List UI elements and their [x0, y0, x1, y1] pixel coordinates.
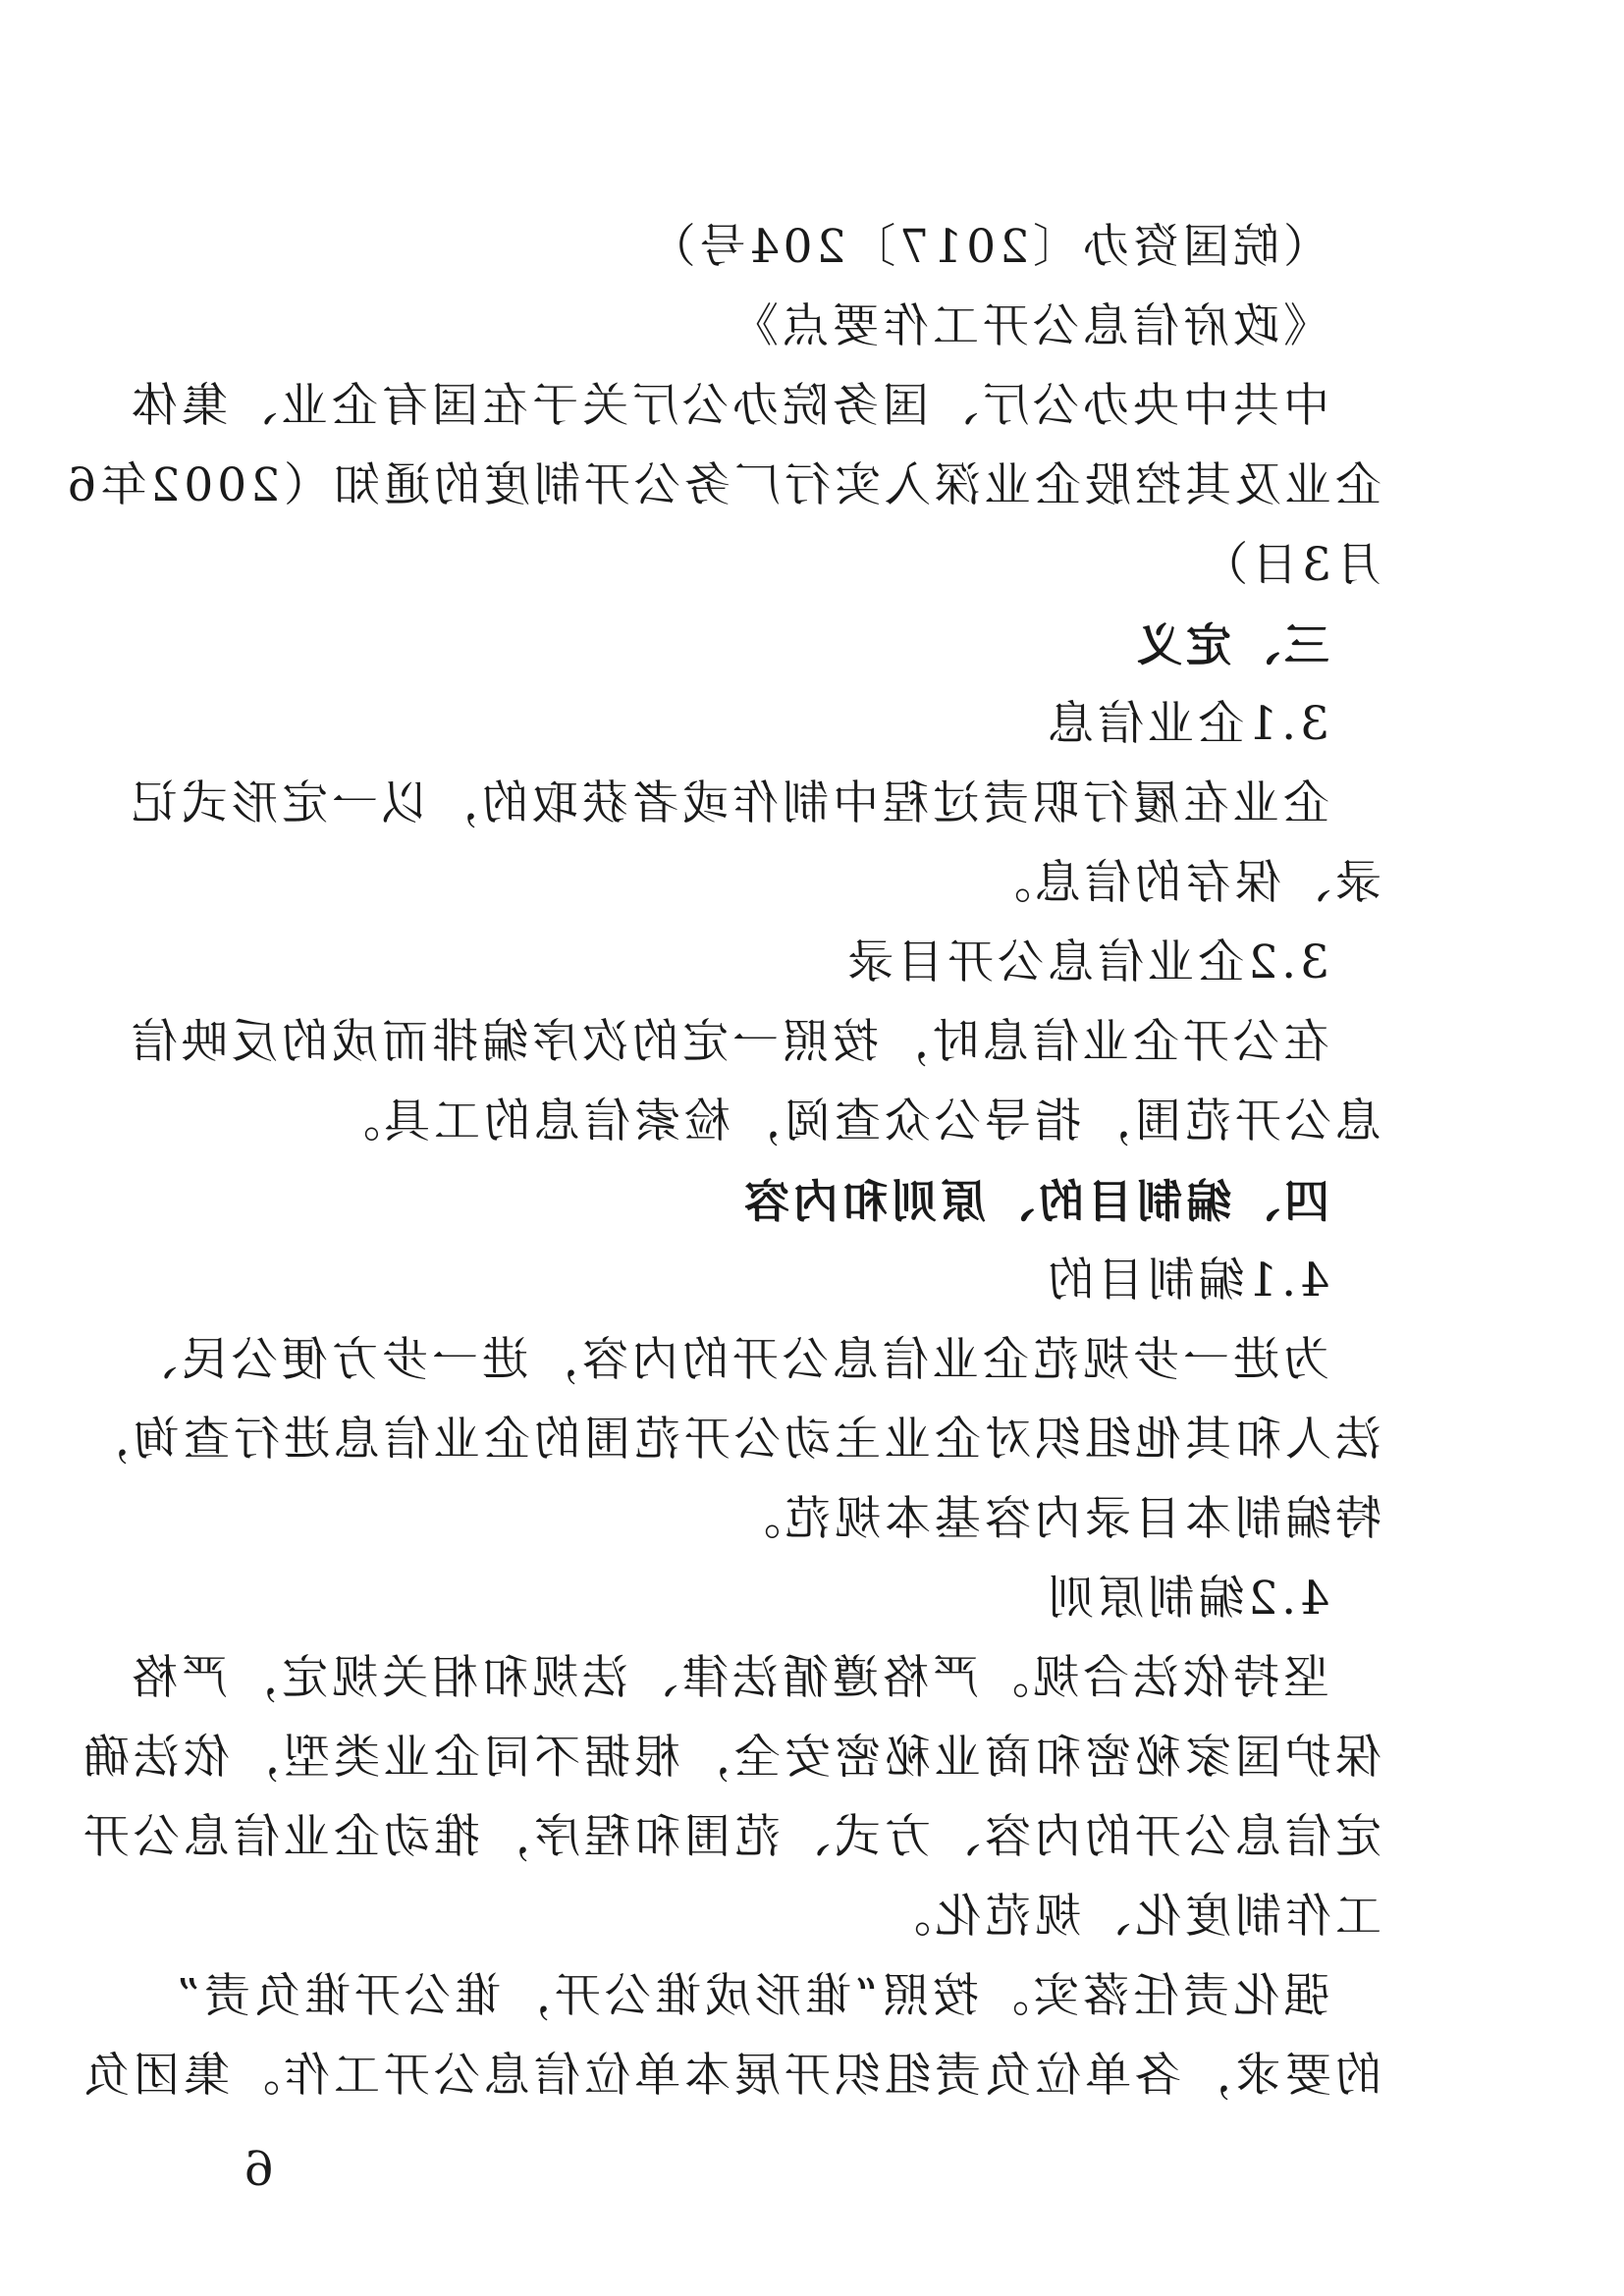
doc-line-8: 企业在履行职责过程中制作或者获取的，以一定形式记: [128, 776, 1329, 830]
doc-line-16: 法人和其他组织对企业主动公开范围的企业信息进行查询，: [80, 1413, 1381, 1467]
doc-line-17: 特编制本目录内容基本规范。: [731, 1492, 1381, 1546]
subsection-heading-3-2: 3.2企业信息公开目录: [843, 935, 1329, 989]
doc-line-2: 《政府信息公开工作要点》: [729, 299, 1329, 353]
doc-line-20: 保护国家秘密和商业秘密安全，根据不同企业类型，依法确: [80, 1731, 1381, 1785]
doc-line-24: 的要求，各单位负责组织开展本单位信息公开工作。集团负: [80, 2049, 1381, 2103]
doc-line-9: 录、保存的信息。: [981, 856, 1381, 910]
subsection-heading-4-1: 4.1编制目的: [1044, 1254, 1329, 1308]
doc-line-5: 月3日）: [1198, 538, 1381, 592]
doc-line-21: 定信息公开的内容、方式、范围和程序，推动企业信息公开: [80, 1810, 1381, 1864]
doc-line-1: （皖国资办〔2017〕204号）: [645, 220, 1329, 274]
page-number: 6: [244, 2142, 274, 2197]
doc-line-12: 息公开范围，指导公众查阅，检索信息的工具。: [330, 1095, 1381, 1148]
doc-line-3: 中共中央办公厅、国务院办公厅关于在国有企业、集体: [128, 379, 1329, 433]
subsection-heading-3-1: 3.1企业信息: [1044, 697, 1329, 751]
doc-line-4: 企业及其控股企业深入实行厂务公开制度的通知（2002年6: [63, 458, 1381, 512]
section-heading-4: 四、编制目的、原则和内容: [740, 1175, 1329, 1228]
doc-line-22: 工作制度化、规范化。: [881, 1890, 1381, 1944]
doc-line-23: 强化责任落实。按照“谁形成谁公开，谁公开谁负责”: [172, 1969, 1329, 2023]
section-heading-3: 三、定义: [1133, 618, 1329, 671]
doc-line-15: 为进一步规范企业信息公开的内容，进一步方便公民、: [128, 1333, 1329, 1387]
doc-line-11: 在公开企业信息时，按照一定的次序编排而成的反映信: [128, 1015, 1329, 1069]
subsection-heading-4-2: 4.2编制原则: [1044, 1572, 1329, 1626]
doc-line-19: 坚持依法合规。严格遵循法律、法规和相关规定，严格: [128, 1651, 1329, 1705]
